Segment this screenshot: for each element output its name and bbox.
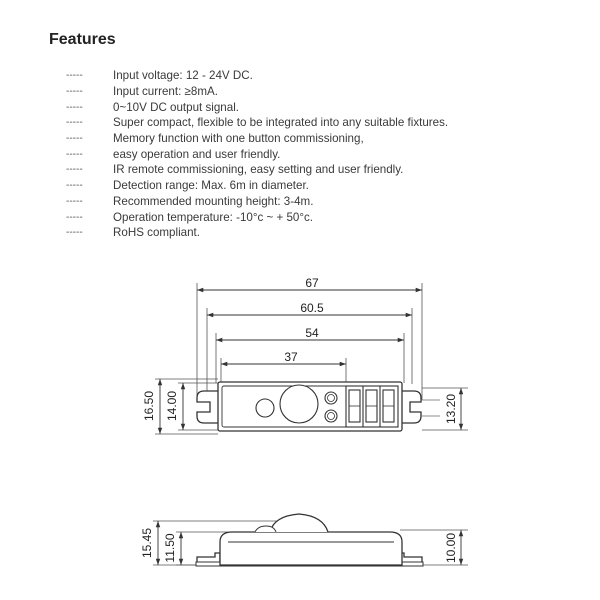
dim-label-16-50: 16.50: [142, 390, 156, 422]
module-body-side: [196, 514, 423, 566]
bullet-dash: -----: [66, 101, 83, 113]
wire-leads: [421, 400, 440, 416]
feature-text: Recommended mounting height: 3-4m.: [113, 194, 314, 208]
dim-label-15-45: 15.45: [140, 527, 154, 559]
dim-label-54: 54: [305, 326, 319, 340]
bullet-dash: -----: [66, 180, 83, 192]
bullet-dash: -----: [66, 227, 83, 239]
bullet-dash: -----: [66, 117, 83, 129]
bullet-dash: -----: [66, 211, 83, 223]
feature-text: Detection range: Max. 6m in diameter.: [113, 179, 309, 193]
bullet-dash: -----: [66, 195, 83, 207]
feature-text: Memory function with one button commissioning,: [113, 132, 364, 146]
feature-text: 0~10V DC output signal.: [113, 100, 240, 114]
feature-text: Operation temperature: -10°c ~ + 50°c.: [113, 210, 314, 224]
bullet-dash: -----: [66, 133, 83, 145]
bullet-dash: -----: [66, 70, 83, 82]
feature-text: RoHS compliant.: [113, 226, 200, 240]
top-view: [142, 276, 468, 434]
dim-label-13-20: 13.20: [444, 393, 458, 425]
button-icon: [325, 410, 337, 422]
feature-text: Input current: ≥8mA.: [113, 85, 218, 99]
dim-label-67: 67: [305, 276, 319, 290]
dim-label-10-00: 10.00: [444, 532, 458, 564]
bullet-dash: -----: [66, 164, 83, 176]
bullet-dash: -----: [66, 148, 83, 160]
dim-label-60-5: 60.5: [300, 301, 324, 315]
dim-label-14-00: 14.00: [165, 390, 179, 422]
terminal-block: [346, 386, 398, 427]
bullet-dash: -----: [66, 86, 83, 98]
feature-text: IR remote commissioning, easy setting and user friendly.: [113, 163, 404, 177]
feature-text: Super compact, flexible to be integrated into any suitable fixtures.: [113, 116, 449, 130]
ir-receiver-icon: [256, 399, 274, 417]
features-heading: Features: [49, 31, 116, 48]
dim-label-11-50: 11.50: [163, 533, 177, 563]
dim-label-37: 37: [284, 350, 298, 364]
feature-text: easy operation and user friendly.: [113, 147, 281, 161]
indicator-led-icon: [325, 392, 337, 404]
side-view: [140, 514, 468, 566]
feature-text: Input voltage: 12 - 24V DC.: [113, 69, 253, 83]
pir-lens-icon: [280, 385, 318, 423]
